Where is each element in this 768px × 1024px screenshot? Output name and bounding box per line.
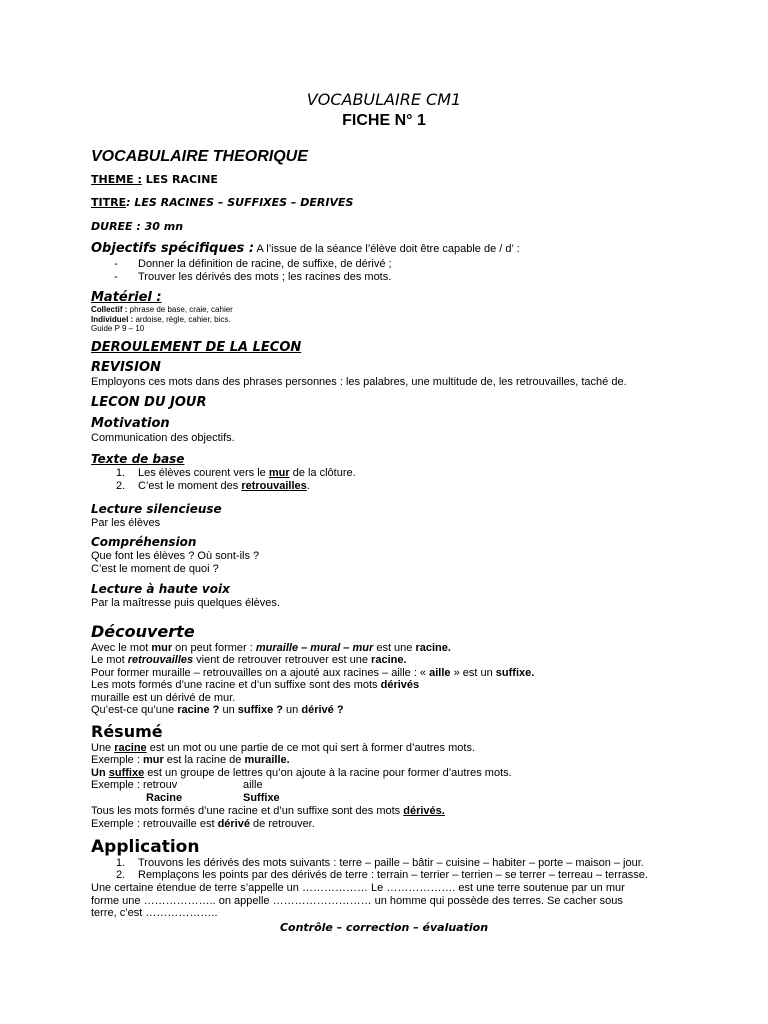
resume-racine-label: Racine: [146, 792, 183, 804]
revision-heading: REVISION: [91, 360, 161, 375]
objectifs-line: [91, 241, 520, 257]
comprehension-question: Que font les élèves ? Où sont-ils ?: [91, 550, 260, 562]
resume-suffixe-label: Suffixe: [243, 792, 280, 804]
titre-line: [91, 196, 353, 209]
decouverte-line: Avec le mot mur on peut former : muraille – mural – mur est une racine.: [91, 642, 451, 654]
document-subtitle: FICHE N° 1: [342, 112, 426, 129]
duree-line: DUREE : 30 mn: [91, 220, 184, 233]
list-item: 2. Remplaçons les points par des dérivés de terre : terrain – terrier – terrien – se terrer – terreau – terrasse.: [116, 869, 648, 881]
resume-line: Exemple : retrouv: [91, 779, 178, 791]
theme-line: [91, 173, 218, 186]
document-title: VOCABULAIRE CM1: [306, 90, 462, 109]
materiel-heading: Matériel :: [91, 290, 162, 305]
list-item: 1. Les élèves courent vers le mur de la clôture.: [116, 467, 356, 479]
revision-text: Employons ces mots dans des phrases personnes : les palabres, une multitude de, les retrouvailles, taché de.: [91, 376, 627, 388]
decouverte-line: Le mot retrouvailles vient de retrouver retrouver est une racine.: [91, 654, 407, 666]
objectif-item: - Trouver les dérivés des mots ; les racines des mots.: [114, 271, 392, 283]
motivation-heading: Motivation: [91, 416, 170, 431]
application-heading: Application: [91, 837, 200, 857]
section-title: VOCABULAIRE THEORIQUE: [91, 148, 308, 165]
lecon-du-jour-heading: LECON DU JOUR: [91, 395, 207, 410]
footer-note: Contrôle – correction – évaluation: [279, 921, 489, 934]
resume-line: Une racine est un mot ou une partie de ce mot qui sert à former d’autres mots.: [91, 742, 475, 754]
resume-line: Tous les mots formés d’une racine et d’un suffixe sont des mots dérivés.: [91, 805, 445, 817]
resume-line: Exemple : retrouvaille est dérivé de retrouver.: [91, 818, 315, 830]
decouverte-heading: Découverte: [91, 622, 195, 641]
resume-line: Un suffixe est un groupe de lettres qu’on ajoute à la racine pour former d’autres mots.: [91, 767, 512, 779]
theme-label: THEME :: [91, 173, 142, 186]
materiel-individuel: Individuel : ardoise, règle, cahier, bics.: [91, 315, 231, 324]
motivation-text: Communication des objectifs.: [91, 432, 235, 444]
decouverte-line: Qu’est-ce qu’une racine ? un suffixe ? un dérivé ?: [91, 704, 344, 716]
application-paragraph: Une certaine étendue de terre s’appelle un ……………… Le ………………. est une terre soutenue par un mur: [91, 882, 625, 894]
resume-line: Exemple : mur est la racine de muraille.: [91, 754, 290, 766]
lecture-haute-voix-text: Par la maîtresse puis quelques élèves.: [91, 597, 280, 609]
materiel-collectif: Collectif : phrase de base, craie, cahier: [91, 305, 233, 314]
lecture-silencieuse-heading: Lecture silencieuse: [91, 502, 222, 516]
comprehension-heading: Compréhension: [91, 535, 197, 549]
objectifs-heading: Objectifs spécifiques :: [91, 241, 255, 256]
theme-value: LES RACINE: [145, 173, 218, 186]
decouverte-line: Pour former muraille – retrouvailles on a ajouté aux racines – aille : « aille » est un suffixe.: [91, 667, 535, 679]
list-item: 1. Trouvons les dérivés des mots suivants : terre – paille – bâtir – cuisine – habiter – porte – maison – jour.: [116, 857, 644, 869]
titre-value: : LES RACINES – SUFFIXES – DERIVES: [126, 196, 354, 209]
texte-de-base-heading: Texte de base: [91, 452, 185, 466]
application-paragraph: terre, c’est ………………..: [91, 907, 218, 919]
decouverte-line: muraille est un dérivé de mur.: [91, 692, 236, 704]
list-item: 2. C’est le moment des retrouvailles.: [116, 480, 310, 492]
objectif-item: - Donner la définition de racine, de suffixe, de dérivé ;: [114, 258, 392, 270]
lecture-silencieuse-text: Par les élèves: [91, 517, 161, 529]
resume-heading: Résumé: [91, 722, 163, 741]
resume-suffix-example: aille: [243, 779, 263, 791]
titre-label: TITRE: [91, 196, 127, 209]
comprehension-question: C’est le moment de quoi ?: [91, 563, 219, 575]
decouverte-line: Les mots formés d’une racine et d’un suffixe sont des mots dérivés: [91, 679, 420, 691]
application-paragraph: forme une ……………….. on appelle ……………………… un homme qui possède des terres. Se cacher sous: [91, 895, 623, 907]
materiel-guide: Guide P 9 – 10: [91, 324, 145, 333]
objectifs-intro: A l’issue de la séance l’élève doit être capable de / d’ :: [256, 243, 520, 255]
deroulement-heading: DEROULEMENT DE LA LECON: [91, 340, 302, 355]
lecture-haute-voix-heading: Lecture à haute voix: [91, 582, 230, 596]
